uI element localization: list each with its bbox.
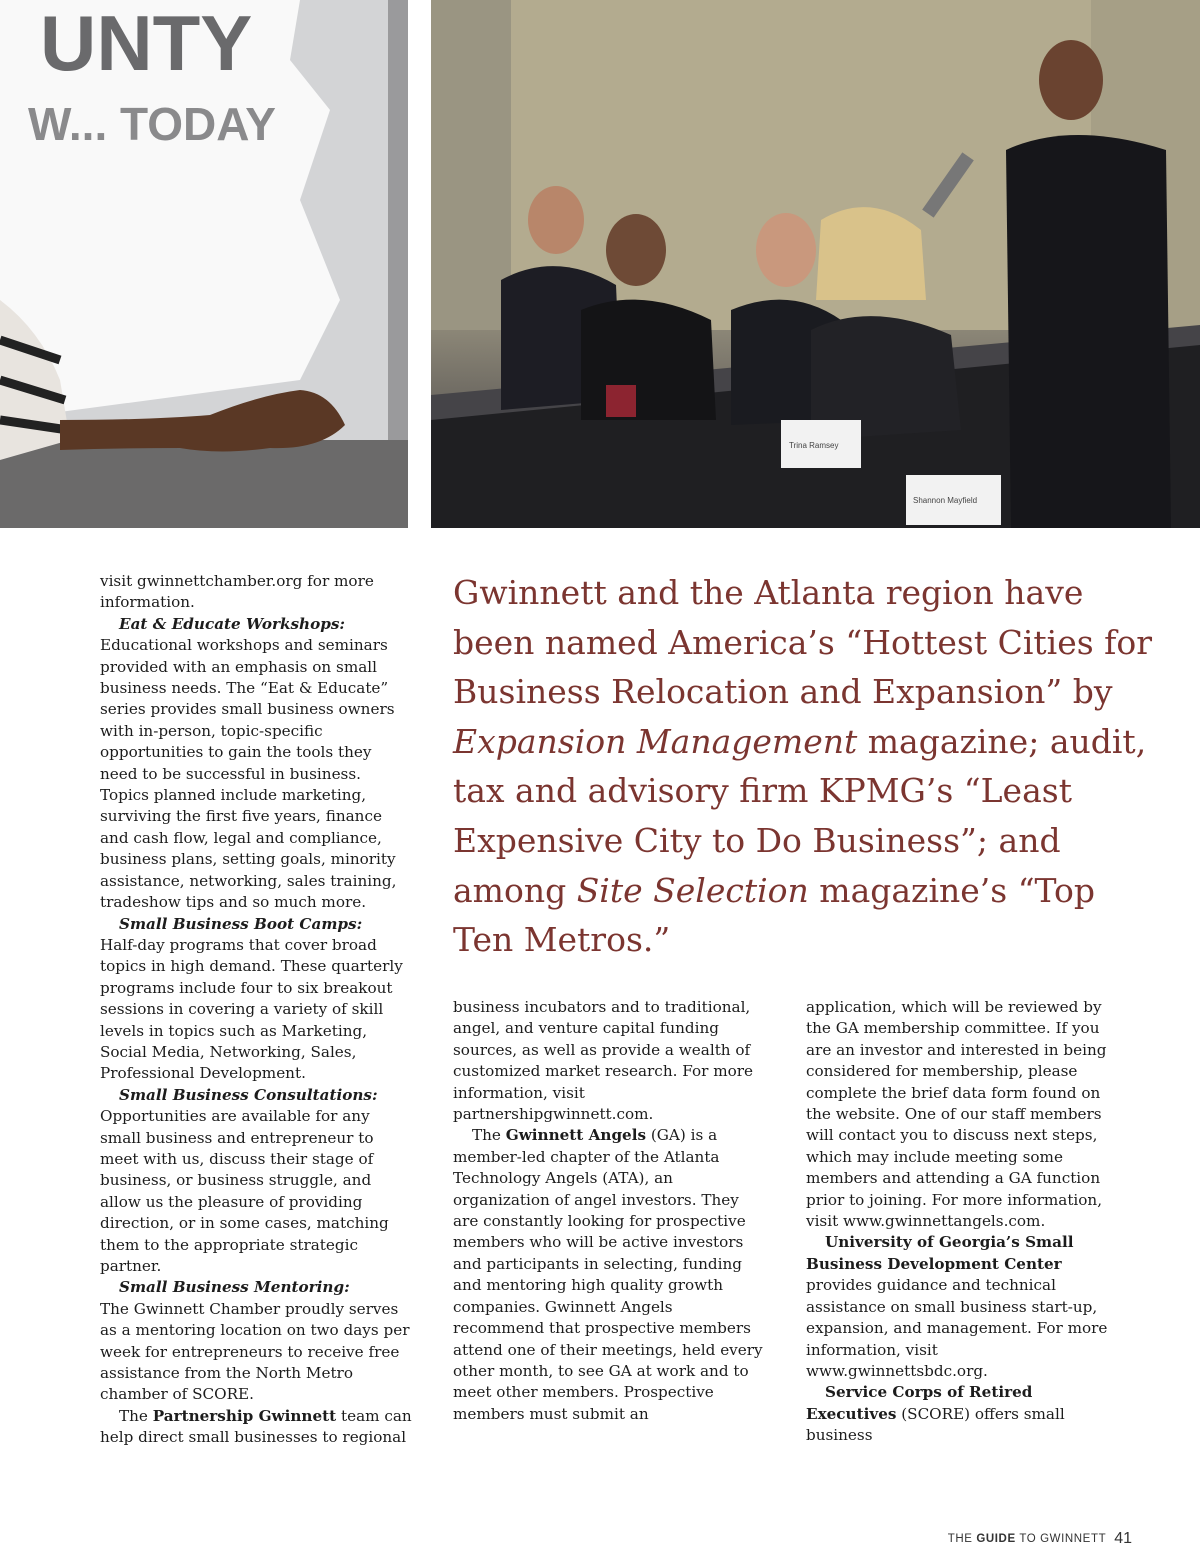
text-span: The [119,1406,153,1425]
quote-text: magazine; audit, tax and advisory firm KPMG’s “Least Expensive City to Do Business”; and among [453,721,1147,910]
folio-guide: GUIDE [976,1533,1016,1545]
paragraph-application: application, which will be reviewed by the GA membership committee. If you are an investor and interested in being considered for membership, please complete the brief data form found on the website. One of our staff members will contact you to discuss next steps, which may include meeting some members and attending a GA function prior to joining. For more information, visit www.gwinnettangels.com. [806,998,1107,1231]
text-column-3 [806,997,1114,1447]
paragraph-consultations: Opportunities are available for any small business and entrepreneur to meet with us, discuss their stage of business, or business struggle, and allow us the pleasure of providing direction, or in some cases, matching them to the appropriate strategic partner. [100,1107,389,1275]
heading-consultations: Small Business Consultations: [119,1085,378,1104]
text-span: team can help direct small businesses to regional [100,1406,412,1447]
text-span: (GA) is a member-led chapter of the Atlanta Technology Angels (ATA), an organization of angel investors. They are constantly looking for prospective members who will be active investors and participants in selecting, funding and mentoring high quality growth companies. Gwinnett Angels recommend that prospective members attend one of their meetings, held every other month, to see GA at work and to meet other members. Prospective members must submit an [453,1126,763,1423]
text-span: (SCORE) offers small business [806,1404,1065,1445]
slide-heading: UNTY [40,0,253,87]
bold-score: Service Corps of Retired Executives [806,1383,1033,1423]
paragraph-score [806,1382,1114,1446]
presentation-illustration [0,0,408,528]
text-span: The [472,1126,506,1145]
bold-gwinnett-angels: Gwinnett Angels [505,1126,647,1145]
bold-partnership-gwinnett: Partnership Gwinnett [152,1406,337,1425]
paragraph-mentoring: The Gwinnett Chamber proudly serves as a mentoring location on two days per week for entrepreneurs to receive free assistance from the North Metro chamber of SCORE. [100,1299,410,1404]
paragraph-eat-educate-head [100,614,412,635]
paragraph-boot-camps-head [100,914,412,935]
text-column-2 [453,997,765,1425]
bold-uga-sbdc: University of Georgia’s Small Business Development Center [806,1233,1074,1273]
quote-italic-expansion-management: Expansion Management [453,721,858,761]
paragraph-visit-chamber: visit gwinnettchamber.org for more information. [100,572,374,612]
page-folio [948,1529,1132,1547]
pull-quote [453,568,1153,965]
paragraph-incubators: business incubators and to traditional, angel, and venture capital funding sources, as well as provide a wealth of customized market research. For more information, visit partnershipgwinnett.com. [453,998,753,1124]
name-card-2: Shannon Mayfield [913,496,978,505]
heading-boot-camps: Small Business Boot Camps: [119,914,363,933]
folio-to-gwinnett: TO GWINNETT [1015,1533,1107,1545]
folio-the: THE [947,1533,977,1545]
paragraph-gwinnett-angels [453,1125,765,1425]
paragraph-uga-sbdc [806,1232,1114,1382]
quote-text: magazine’s “Top Ten Metros.” [453,870,1096,960]
name-card-1: Trina Ramsey [789,441,839,450]
quote-text: Gwinnett and the Atlanta region have been named America’s “Hottest Cities for Business Relocation and Expansion” by [453,573,1153,712]
photo-presentation-screen [0,0,408,528]
paragraph-eat-educate: Educational workshops and seminars provided with an emphasis on small business needs. The “Eat & Educate” series provides small business owners with in-person, topic-specific opportunities to gain the tools they need to be successful in business. Topics planned include marketing, surviving the first five years, finance and cash flow, legal and compliance, business plans, setting goals, minority assistance, networking, sales training, tradeshow tips and so much more. [100,636,397,912]
text-span: provides guidance and technical assistance on small business start-up, expansion, and management. For more information, visit www.gwinnettsbdc.org. [806,1276,1108,1380]
slide-subheading: W... TODAY [28,98,276,150]
paragraph-consultations-head [100,1085,412,1106]
meeting-illustration [431,0,1200,528]
page-number: 41 [1114,1530,1132,1547]
paragraph-mentoring-head [100,1277,412,1298]
paragraph-boot-camps: Half-day programs that cover broad topics in high demand. These quarterly programs include four to six breakout sessions in covering a variety of skill levels in topics such as Marketing, Social Media, Networking, Sales, Professional Development. [100,935,403,1083]
quote-italic-site-selection: Site Selection [576,870,809,910]
heading-mentoring: Small Business Mentoring: [119,1278,350,1297]
photo-meeting-participants [431,0,1200,528]
paragraph-partnership-gwinnett [100,1406,412,1449]
text-column-1 [100,571,412,1449]
heading-eat-educate: Eat & Educate Workshops: [119,614,345,633]
